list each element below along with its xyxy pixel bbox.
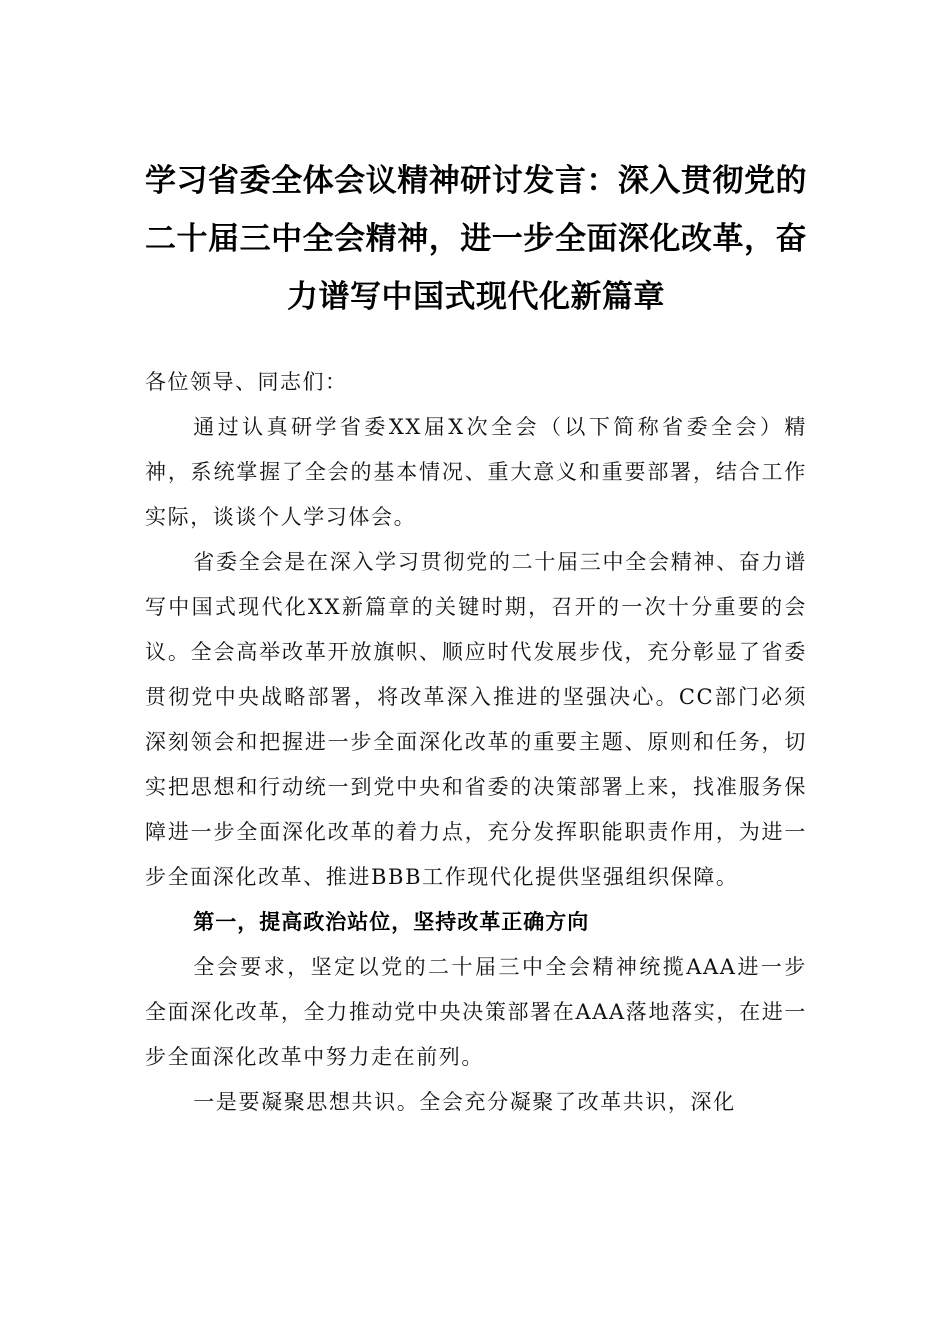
paragraph-section-point-one: 一是要凝聚思想共识。全会充分凝聚了改革共识，深化: [193, 1090, 736, 1114]
paragraph-section-requirement: 全会要求，坚定以党的二十届三中全会精神统揽AAA进一步全面深化改革，全力推动党中央决策部署在AAA落地落实，在进一步全面深化改革中努力走在前列。: [145, 955, 807, 1069]
paragraph-intro: 通过认真研学省委XX届X次全会（以下简称省委全会）精神，系统掌握了全会的基本情况、重大意义和重要部署，结合工作实际，谈谈个人学习体会。: [145, 415, 807, 529]
section-heading: 第一，提高政治站位，坚持改革正确方向: [193, 910, 590, 934]
paragraph-background: 省委全会是在深入学习贯彻党的二十届三中全会精神、奋力谱写中国式现代化XX新篇章的关键时期，召开的一次十分重要的会议。全会高举改革开放旗帜、顺应时代发展步伐，充分彰显了省委贯彻党中央战略部署，将改革深入推进的坚强决心。CC部门必须深刻领会和把握进一步全面深化改革的重要主题、原则和任务，切实把思想和行动统一到党中央和省委的决策部署上来，找准服务保障进一步全面深化改革的着力点，充分发挥职能职责作用，为进一步全面深化改革、推进BBB工作现代化提供坚强组织保障。: [145, 550, 807, 889]
document-page: [145, 152, 807, 1125]
salutation: 各位领导、同志们：: [145, 370, 348, 394]
document-title: 学习省委全体会议精神研讨发言：深入贯彻党的二十届三中全会精神，进一步全面深化改革，奋力谱写中国式现代化新篇章: [145, 163, 807, 315]
